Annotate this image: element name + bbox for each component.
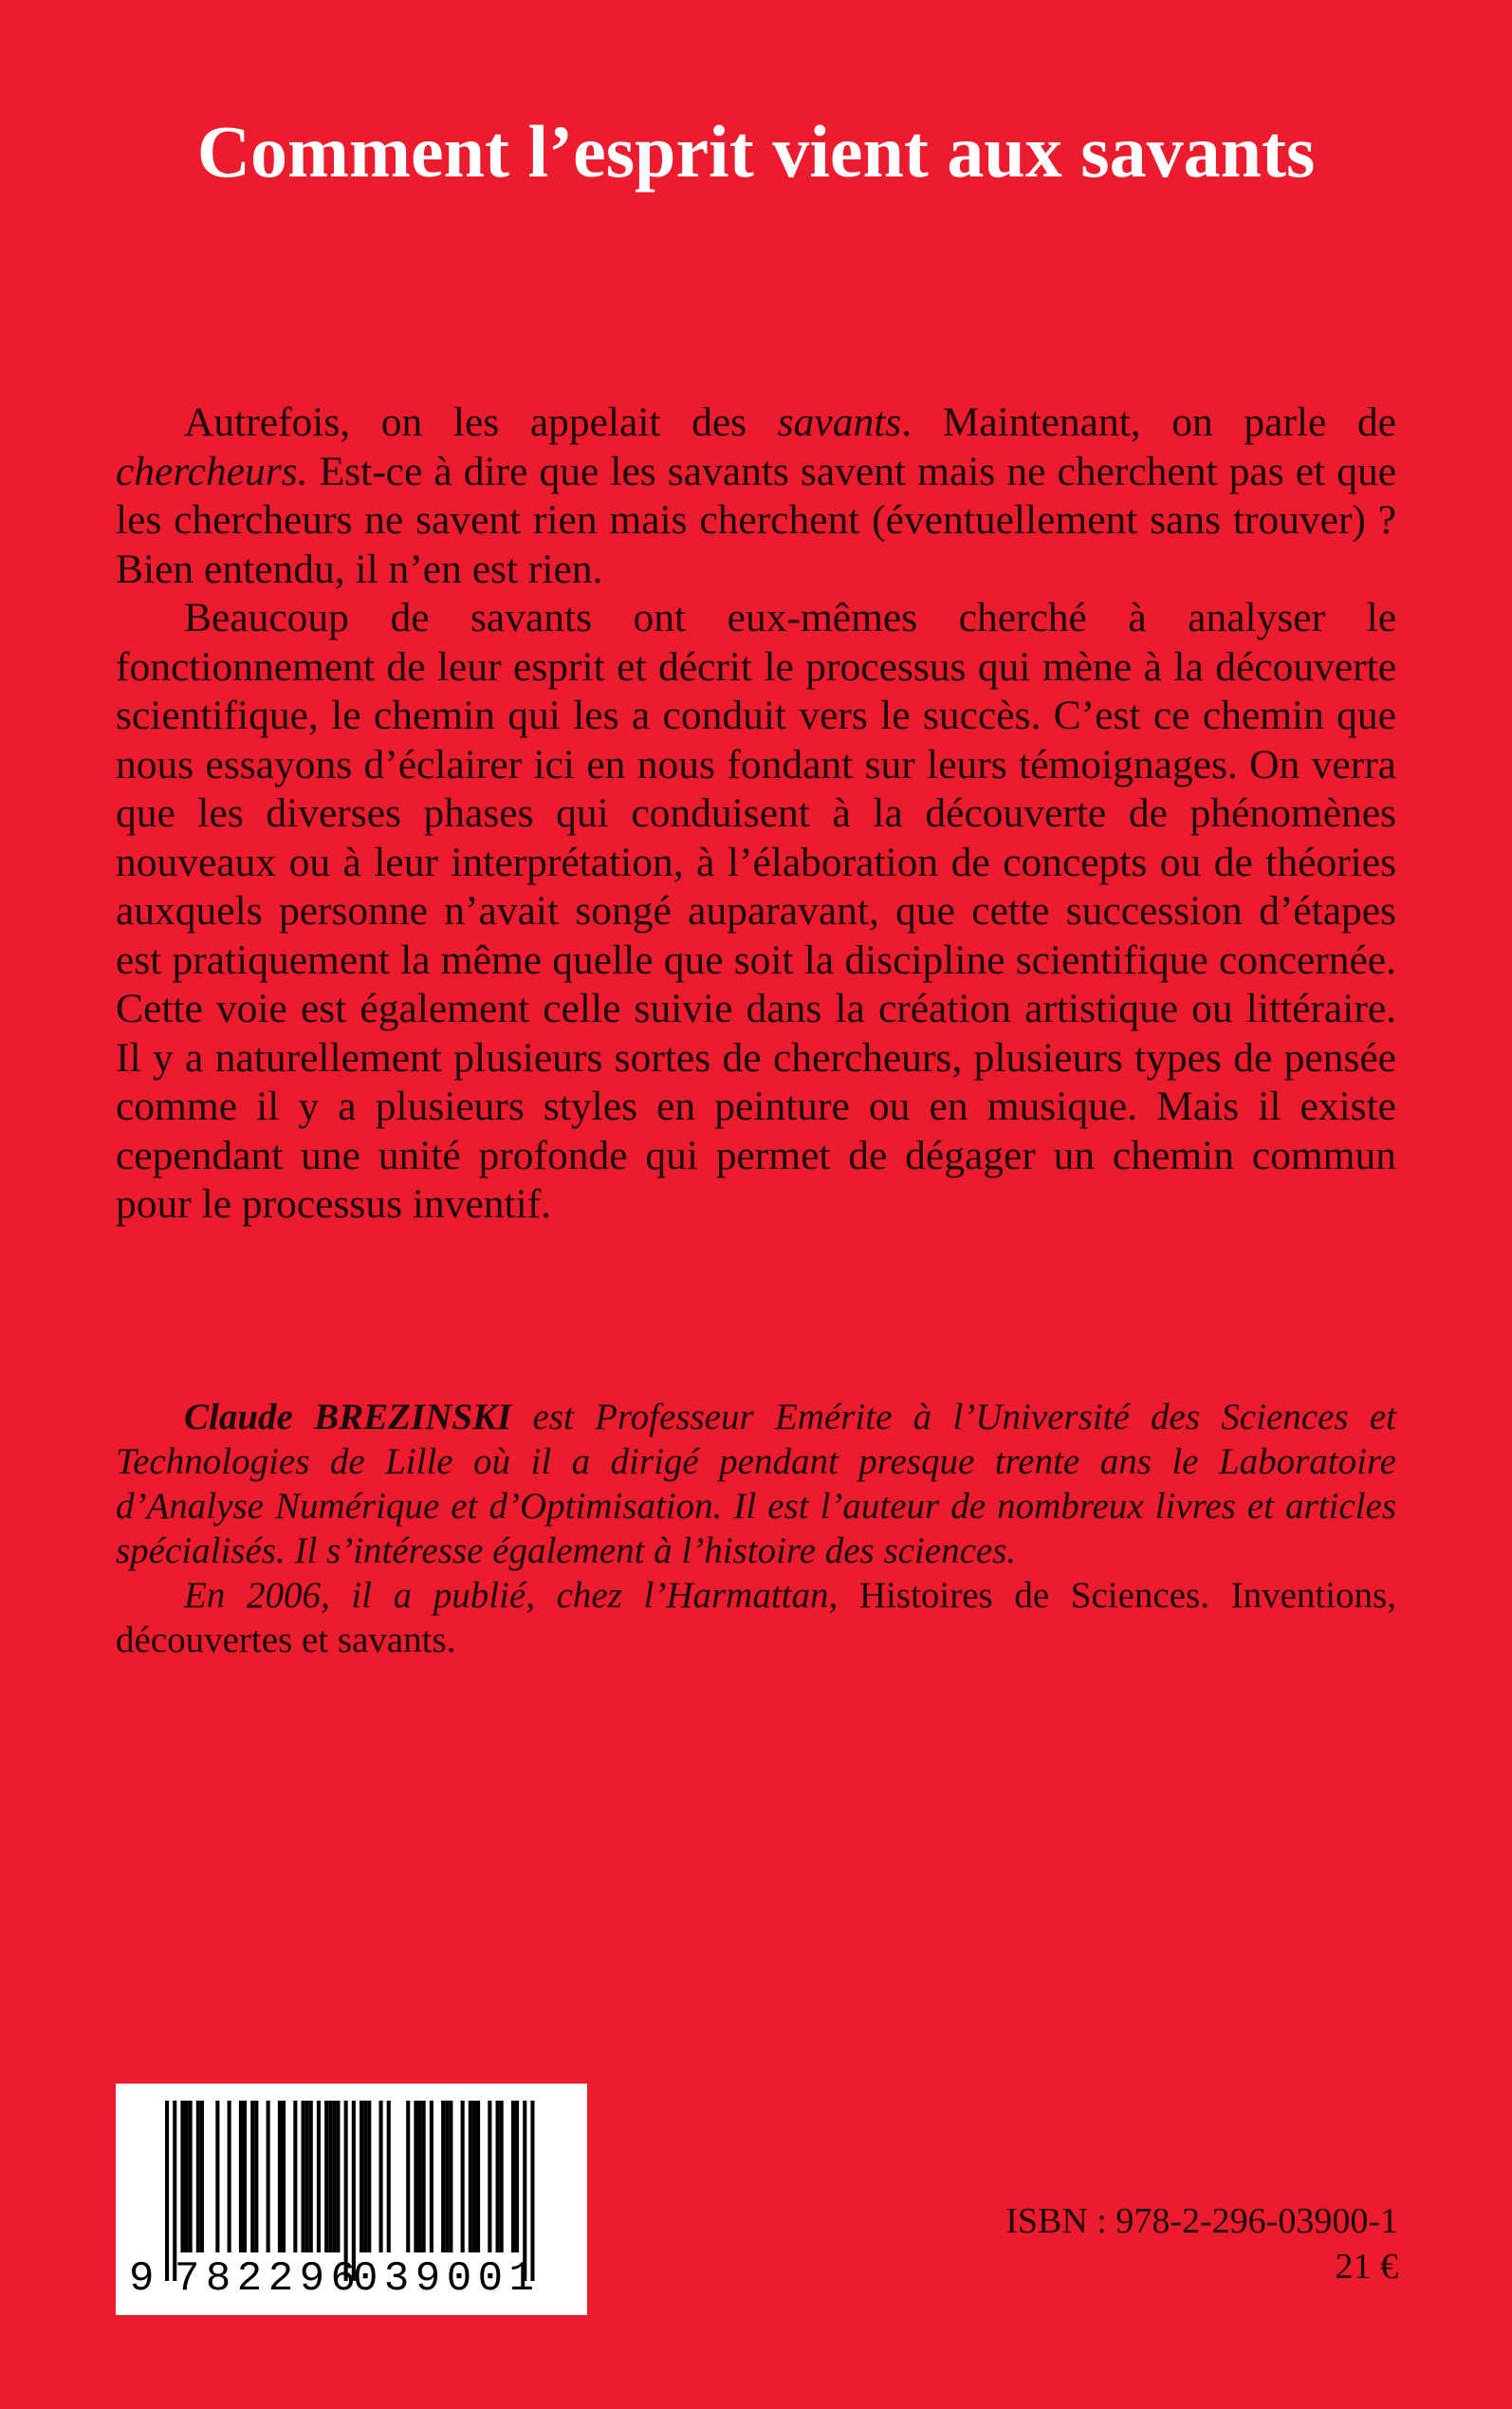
barcode [116, 2084, 587, 2315]
summary-p1-chercheurs: chercheurs. [116, 448, 308, 494]
summary-p1-part-5: Est-ce à dire que les savants savent mais ne cherchent pas et que les chercheurs ne savent rien mais cherchent (éventuellement sans trouver) ? Bien entendu, il n’en est rien. [116, 448, 1396, 592]
author-bio-paragraph-1 [116, 1395, 1396, 1573]
barcode-group-left: 782296 [175, 2255, 362, 2303]
summary-paragraph-2: Beaucoup de savants ont eux-mêmes cherché à analyser le fonctionnement de leur esprit et décrit le processus qui mène à la découverte scientifique, le chemin qui les a conduit vers le succès. C’est ce chemin que nous essayons d’éclairer ici en nous fondant sur leurs témoignages. On verra que les diverses phases qui conduisent à la découverte de phénomènes nouveaux ou à leur interprétation, à l’élaboration de concepts ou de théories auxquels personne n’avait songé auparavant, que cette succession d’étapes est pratiquement la même quelle que soit la discipline scientifique concernée. Cette voie est également celle suivie dans la création artistique ou littéraire. Il y a naturellement plusieurs sortes de chercheurs, plusieurs types de pensée comme il y a plusieurs styles en peinture ou en musique. Mais il existe cependant une unité profonde qui permet de dégager un chemin commun pour le processus inventif. [116, 595, 1396, 1227]
barcode-group-right: 039001 [353, 2255, 541, 2303]
barcode-digits [116, 2252, 587, 2306]
summary-p1-part-1: Autrefois, on les appelait des [184, 399, 778, 445]
author-bio-text: est Professeur Emérite à l’Université des Sciences et Technologies de Lille où il a dirigé pendant presque trente ans le Laboratoire d’Analyse Numérique et d’Optimisation. Il est l’auteur de nombreux livres et articles spécialisés. Il s’intéresse également à l’histoire des sciences. [116, 1397, 1396, 1571]
price: 21 € [1335, 2247, 1398, 2287]
book-title: Comment l’esprit vient aux savants [196, 110, 1316, 193]
author-bio-publication-intro: En 2006, il a publié, chez l’Harmattan, [184, 1575, 839, 1616]
author-bio-paragraph-2 [116, 1573, 1396, 1662]
author-name: Claude BREZINSKI [184, 1397, 512, 1437]
summary-p1-part-3: . Maintenant, on parle de [901, 399, 1396, 445]
summary-paragraph-1 [116, 398, 1396, 594]
summary-p1-savants: savants [777, 399, 902, 445]
author-bio-book-title: Histoires de Sciences. Inventions, découvertes et savants. [116, 1575, 1396, 1660]
barcode-digit-first: 9 [129, 2255, 155, 2303]
summary-text [116, 398, 1396, 1230]
author-bio [116, 1395, 1396, 1662]
isbn: ISBN : 978-2-296-03900-1 [1005, 2201, 1398, 2241]
